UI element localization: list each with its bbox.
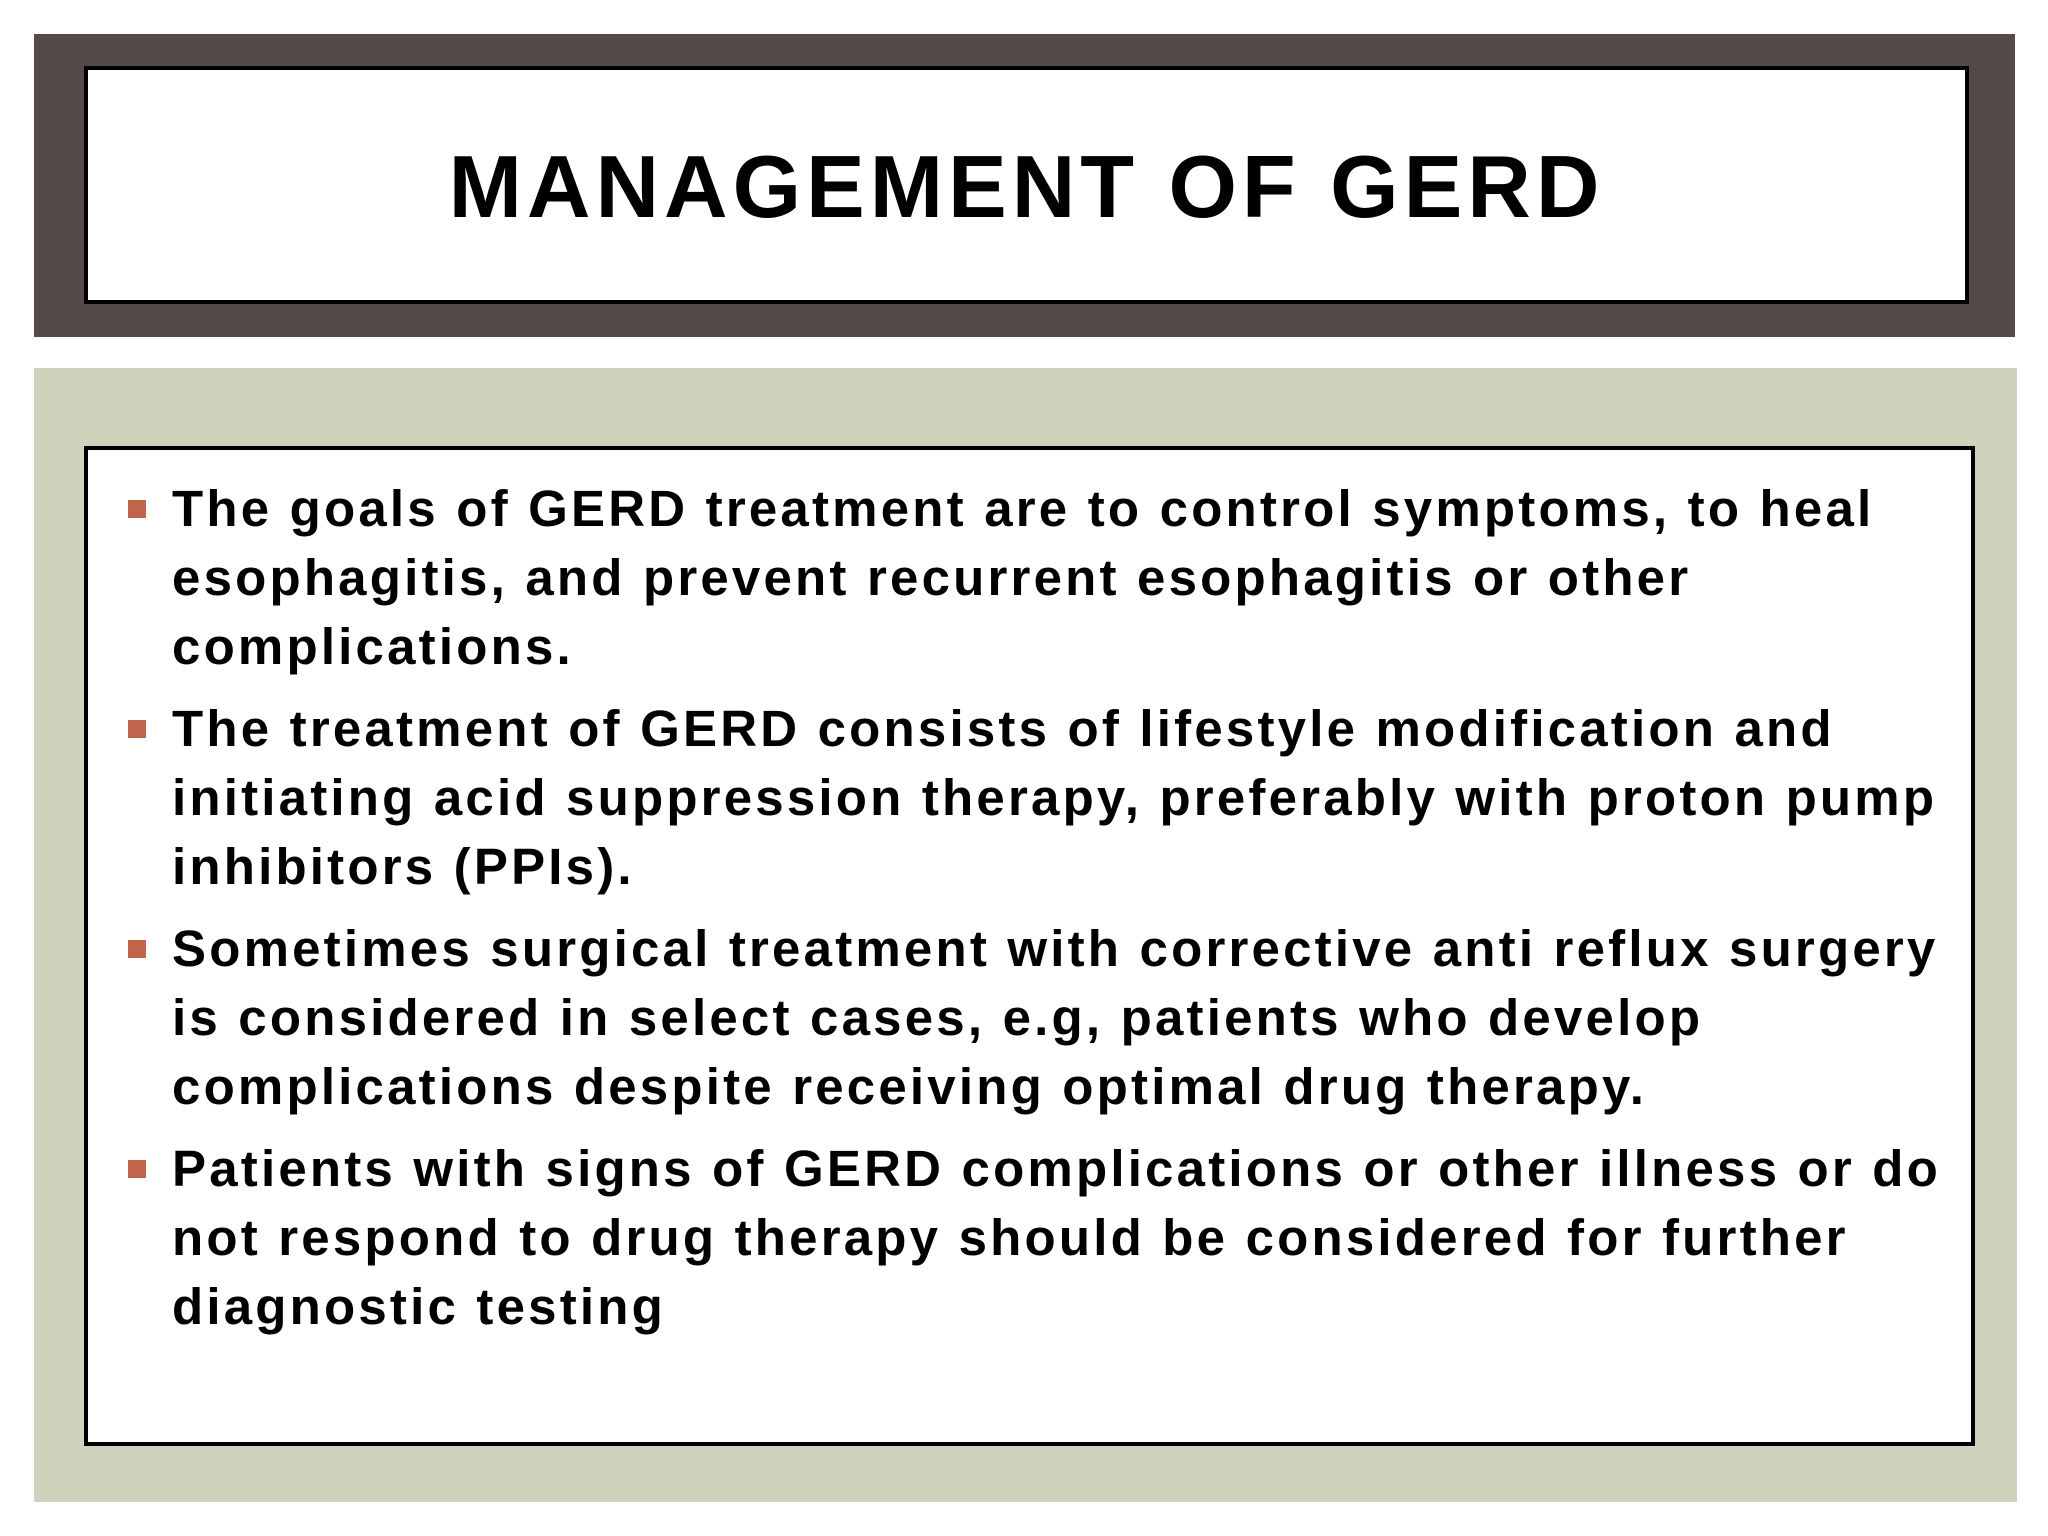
square-bullet-icon <box>128 500 146 518</box>
bullet-text: Sometimes surgical treatment with corrective anti reflux surgery is considered in select cases, e.g, patients who develop complications despite receiving optimal drug therapy. <box>172 920 1939 1115</box>
slide-title: MANAGEMENT OF GERD <box>448 137 1605 236</box>
bullet-list <box>128 474 1958 1354</box>
square-bullet-icon <box>128 1160 146 1178</box>
title-box <box>84 66 1969 304</box>
bullet-item <box>128 1134 1958 1341</box>
bullet-text: The treatment of GERD consists of lifestyle modification and initiating acid suppression therapy, preferably with proton pump inhibitors (PPIs). <box>172 700 1938 895</box>
bullet-item <box>128 694 1958 901</box>
square-bullet-icon <box>128 720 146 738</box>
bullet-item <box>128 474 1958 681</box>
bullet-text: The goals of GERD treatment are to control symptoms, to heal esophagitis, and prevent recurrent esophagitis or other complications. <box>172 480 1875 675</box>
content-box <box>84 446 1975 1446</box>
bullet-text: Patients with signs of GERD complications or other illness or do not respond to drug therapy should be considered for further diagnostic testing <box>172 1140 1942 1335</box>
bullet-item <box>128 914 1958 1121</box>
square-bullet-icon <box>128 940 146 958</box>
